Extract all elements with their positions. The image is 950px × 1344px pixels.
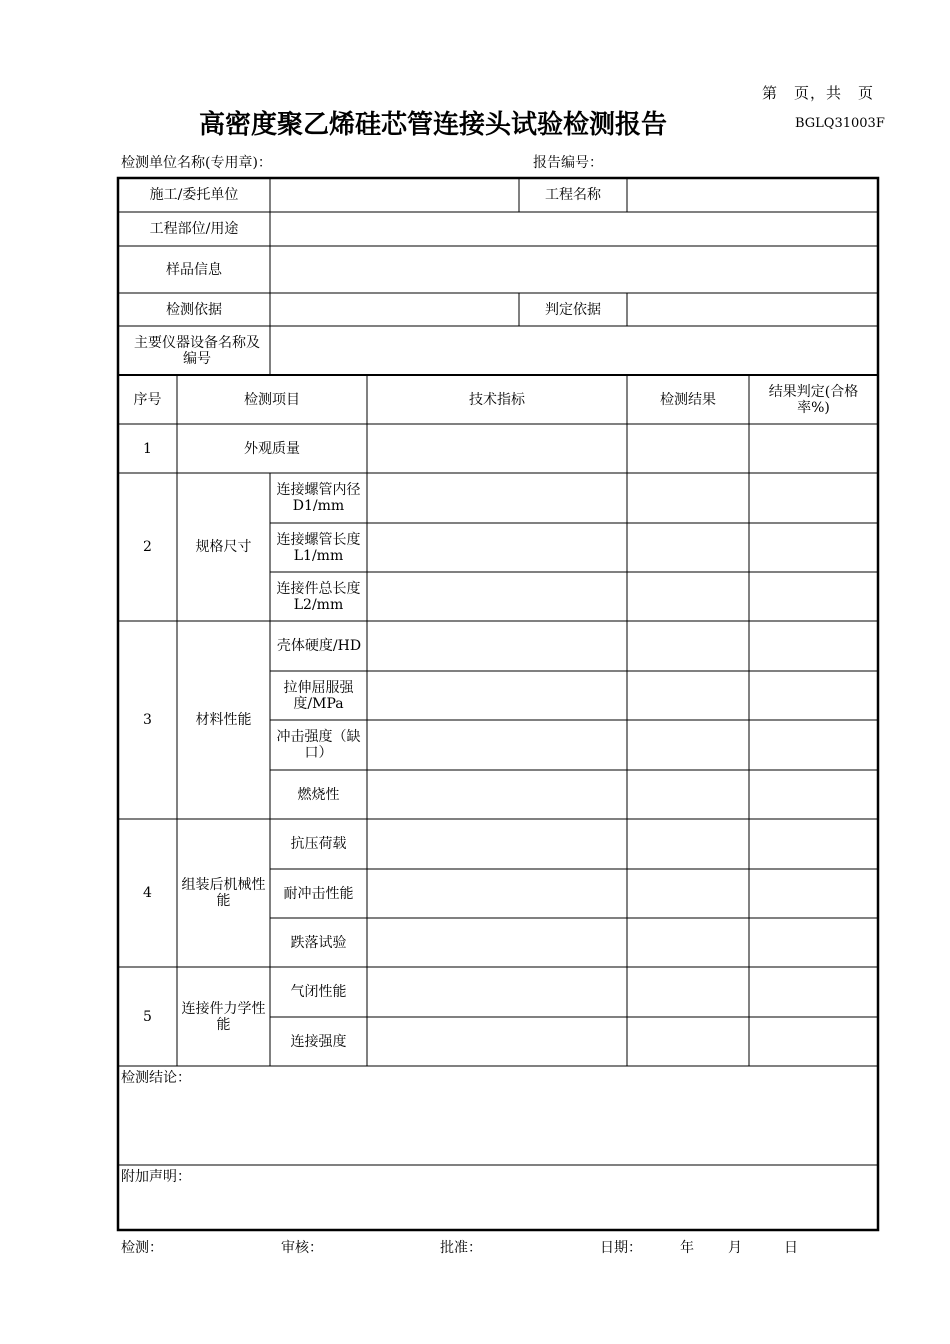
group-name: 规格尺寸 bbox=[195, 539, 252, 555]
group-seq: 1 bbox=[143, 440, 152, 457]
col-judge: 结果判定(合格率%) bbox=[768, 383, 859, 416]
sub-item: 气闭性能 bbox=[290, 984, 347, 1000]
judge-basis-label: 判定依据 bbox=[545, 301, 601, 318]
sub-item: 燃烧性 bbox=[297, 786, 340, 803]
sub-item: 连接强度 bbox=[290, 1033, 347, 1050]
group-name: 组装后机械性能 bbox=[181, 877, 266, 909]
test-basis-label: 检测依据 bbox=[166, 301, 222, 318]
sub-item: 壳体硬度/HD bbox=[276, 638, 362, 654]
project-name-label: 工程名称 bbox=[545, 187, 601, 203]
approver-label: 批准： bbox=[440, 1240, 482, 1256]
sub-item: 冲击强度（缺口） bbox=[276, 729, 361, 761]
conclusion-label: 检测结论： bbox=[121, 1070, 191, 1086]
month-label: 月 bbox=[728, 1240, 742, 1256]
col-spec: 技术指标 bbox=[469, 391, 525, 408]
col-result: 检测结果 bbox=[660, 391, 716, 408]
group-seq: 5 bbox=[143, 1008, 152, 1025]
sub-item: 跌落试验 bbox=[290, 934, 347, 951]
client-label: 施工/委托单位 bbox=[149, 187, 239, 203]
group-seq: 2 bbox=[143, 539, 152, 555]
sample-info-label: 样品信息 bbox=[166, 261, 222, 278]
form-code: BGLQ31003F bbox=[795, 116, 885, 131]
statement-label: 附加声明： bbox=[121, 1169, 191, 1185]
group-seq: 3 bbox=[143, 712, 152, 728]
col-item: 检测项目 bbox=[244, 391, 300, 408]
reviewer-label: 审核： bbox=[281, 1240, 323, 1256]
sub-item: 耐冲击性能 bbox=[283, 885, 354, 902]
report-no-label: 报告编号： bbox=[533, 155, 603, 171]
group-name: 材料性能 bbox=[195, 712, 252, 728]
tester-label: 检测： bbox=[121, 1240, 163, 1256]
sub-item: 抗压荷载 bbox=[290, 836, 347, 852]
date-label: 日期： bbox=[600, 1240, 642, 1256]
sub-item: 拉伸屈服强度/MPa bbox=[283, 679, 354, 712]
col-seq: 序号 bbox=[133, 391, 162, 408]
report-title: 高密度聚乙烯硅芯管连接头试验检测报告 bbox=[198, 110, 667, 140]
sub-item: 连接螺管内径D1/mm bbox=[276, 482, 361, 514]
group-name: 外观质量 bbox=[244, 440, 300, 457]
group-seq: 4 bbox=[143, 885, 152, 901]
location-label: 工程部位/用途 bbox=[149, 221, 239, 237]
group-name: 连接件力学性能 bbox=[181, 1000, 266, 1033]
sub-item: 连接件总长度L2/mm bbox=[276, 580, 361, 613]
sub-item: 连接螺管长度L1/mm bbox=[276, 531, 361, 564]
year-label: 年 bbox=[680, 1240, 694, 1256]
equipment-label: 主要仪器设备名称及编号 bbox=[134, 334, 260, 367]
unit-name-label: 检测单位名称(专用章)： bbox=[121, 155, 272, 171]
day-label: 日 bbox=[784, 1240, 798, 1256]
page-number: 第 页，共 页 bbox=[762, 84, 875, 102]
